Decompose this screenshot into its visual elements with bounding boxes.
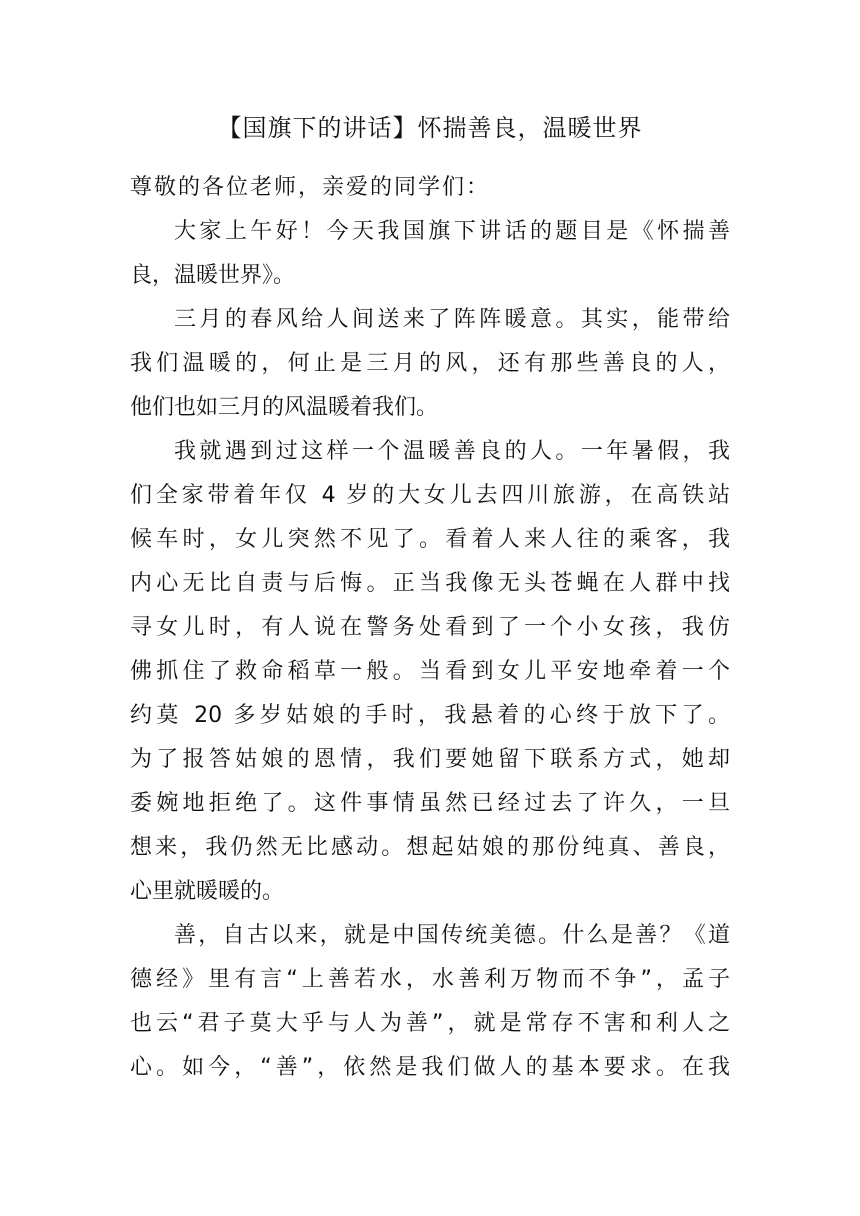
- paragraph-line: 善，自古以来，就是中国传统美德。什么是善？《道: [174, 923, 730, 948]
- document-body: [130, 166, 730, 1090]
- paragraph-line: 委婉地拒绝了。这件事情虽然已经过去了许久，一旦: [130, 791, 730, 816]
- paragraph-line: 心里就暖暖的。: [130, 879, 285, 904]
- paragraph-line: 寻女儿时，有人说在警务处看到了一个小女孩，我仿: [130, 615, 730, 640]
- paragraph-1: [130, 210, 730, 298]
- paragraph-line: 也云“君子莫大乎与人为善”，就是常存不害和利人之: [130, 1011, 730, 1036]
- paragraph-line: 内心无比自责与后悔。正当我像无头苍蝇在人群中找: [130, 571, 730, 596]
- paragraph-4: [130, 914, 730, 1090]
- paragraph-line: 三月的春风给人间送来了阵阵暖意。其实，能带给: [174, 307, 730, 332]
- paragraph-line: 候车时，女儿突然不见了。看着人来人往的乘客，我: [130, 527, 730, 552]
- paragraph-line: 我们温暖的，何止是三月的风，还有那些善良的人，: [130, 351, 730, 376]
- paragraph-2: [130, 298, 730, 430]
- paragraph-line: 他们也如三月的风温暖着我们。: [130, 395, 439, 420]
- document-title: 【国旗下的讲话】怀揣善良，温暖世界: [217, 114, 643, 142]
- paragraph-line: 我就遇到过这样一个温暖善良的人。一年暑假，我: [174, 439, 730, 464]
- paragraph-line: 德经》里有言“上善若水，水善利万物而不争”，孟子: [130, 967, 730, 992]
- paragraph-line: 心。如今，“善”，依然是我们做人的基本要求。在我: [130, 1055, 730, 1080]
- paragraph-line: 们全家带着年仅 4 岁的大女儿去四川旅游，在高铁站: [130, 483, 730, 508]
- salutation: 尊敬的各位老师，亲爱的同学们：: [130, 175, 491, 200]
- paragraph-line: 为了报答姑娘的恩情，我们要她留下联系方式，她却: [130, 747, 730, 772]
- paragraph-line: 佛抓住了救命稻草一般。当看到女儿平安地牵着一个: [130, 659, 730, 684]
- paragraph-line: 约莫 20 多岁姑娘的手时，我悬着的心终于放下了。: [130, 703, 730, 728]
- paragraph-line: 大家上午好！今天我国旗下讲话的题目是《怀揣善: [174, 219, 730, 244]
- paragraph-3: [130, 430, 730, 914]
- paragraph-line: 想来，我仍然无比感动。想起姑娘的那份纯真、善良，: [130, 835, 730, 860]
- paragraph-line: 良，温暖世界》。: [130, 263, 296, 288]
